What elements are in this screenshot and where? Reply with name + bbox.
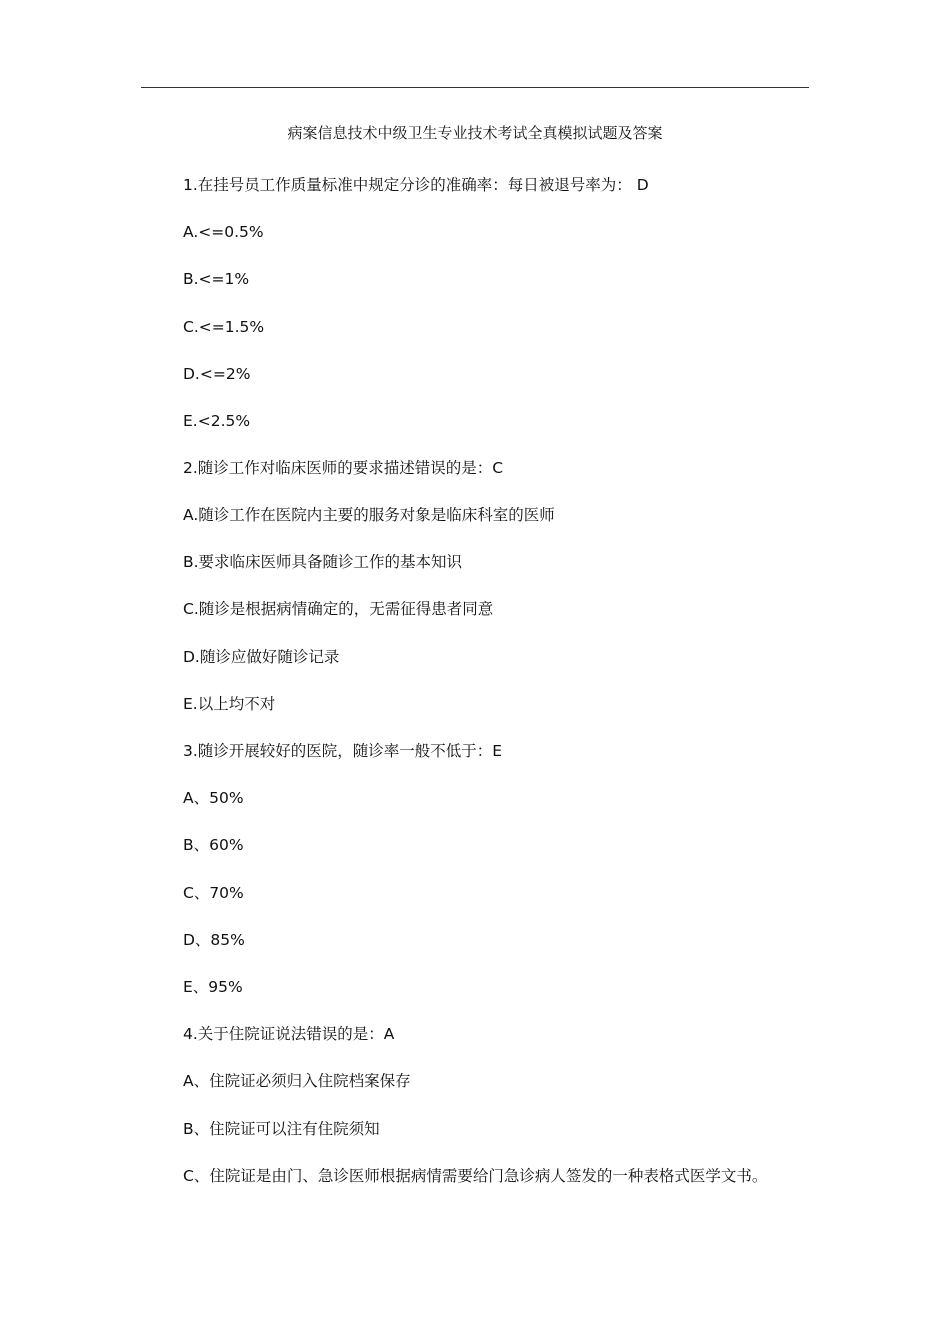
question-3: 3.随诊开展较好的医院，随诊率一般不低于：E <box>183 742 503 760</box>
question-2: 2.随诊工作对临床医师的要求描述错误的是：C <box>183 459 504 477</box>
option-line: A.<=0.5% <box>183 223 264 241</box>
option-line: B.要求临床医师具备随诊工作的基本知识 <box>183 553 463 571</box>
option-line: C.<=1.5% <box>183 318 265 336</box>
question-1: 1.在挂号员工作质量标准中规定分诊的准确率：每日被退号率为： D <box>183 176 649 194</box>
option-line: D、85% <box>183 931 245 949</box>
option-line: E.以上均不对 <box>183 695 276 713</box>
option-line: E.<2.5% <box>183 412 251 430</box>
option-line: B、住院证可以注有住院须知 <box>183 1120 380 1138</box>
option-line: B.<=1% <box>183 270 250 288</box>
document-title: 病案信息技术中级卫生专业技术考试全真模拟试题及答案 <box>287 124 663 142</box>
option-line: C、70% <box>183 884 244 902</box>
header-rule <box>141 87 809 88</box>
option-line: C.随诊是根据病情确定的，无需征得患者同意 <box>183 600 494 618</box>
option-line: A、50% <box>183 789 244 807</box>
option-line: A.随诊工作在医院内主要的服务对象是临床科室的医师 <box>183 506 555 524</box>
option-line: D.随诊应做好随诊记录 <box>183 648 340 666</box>
option-line: B、60% <box>183 836 244 854</box>
option-line: A、住院证必须归入住院档案保存 <box>183 1072 411 1090</box>
option-line: E、95% <box>183 978 243 996</box>
option-line: D.<=2% <box>183 365 251 383</box>
option-line: C、住院证是由门、急诊医师根据病情需要给门急诊病人签发的一种表格式医学文书。 <box>183 1167 768 1185</box>
question-4: 4.关于住院证说法错误的是：A <box>183 1025 395 1043</box>
